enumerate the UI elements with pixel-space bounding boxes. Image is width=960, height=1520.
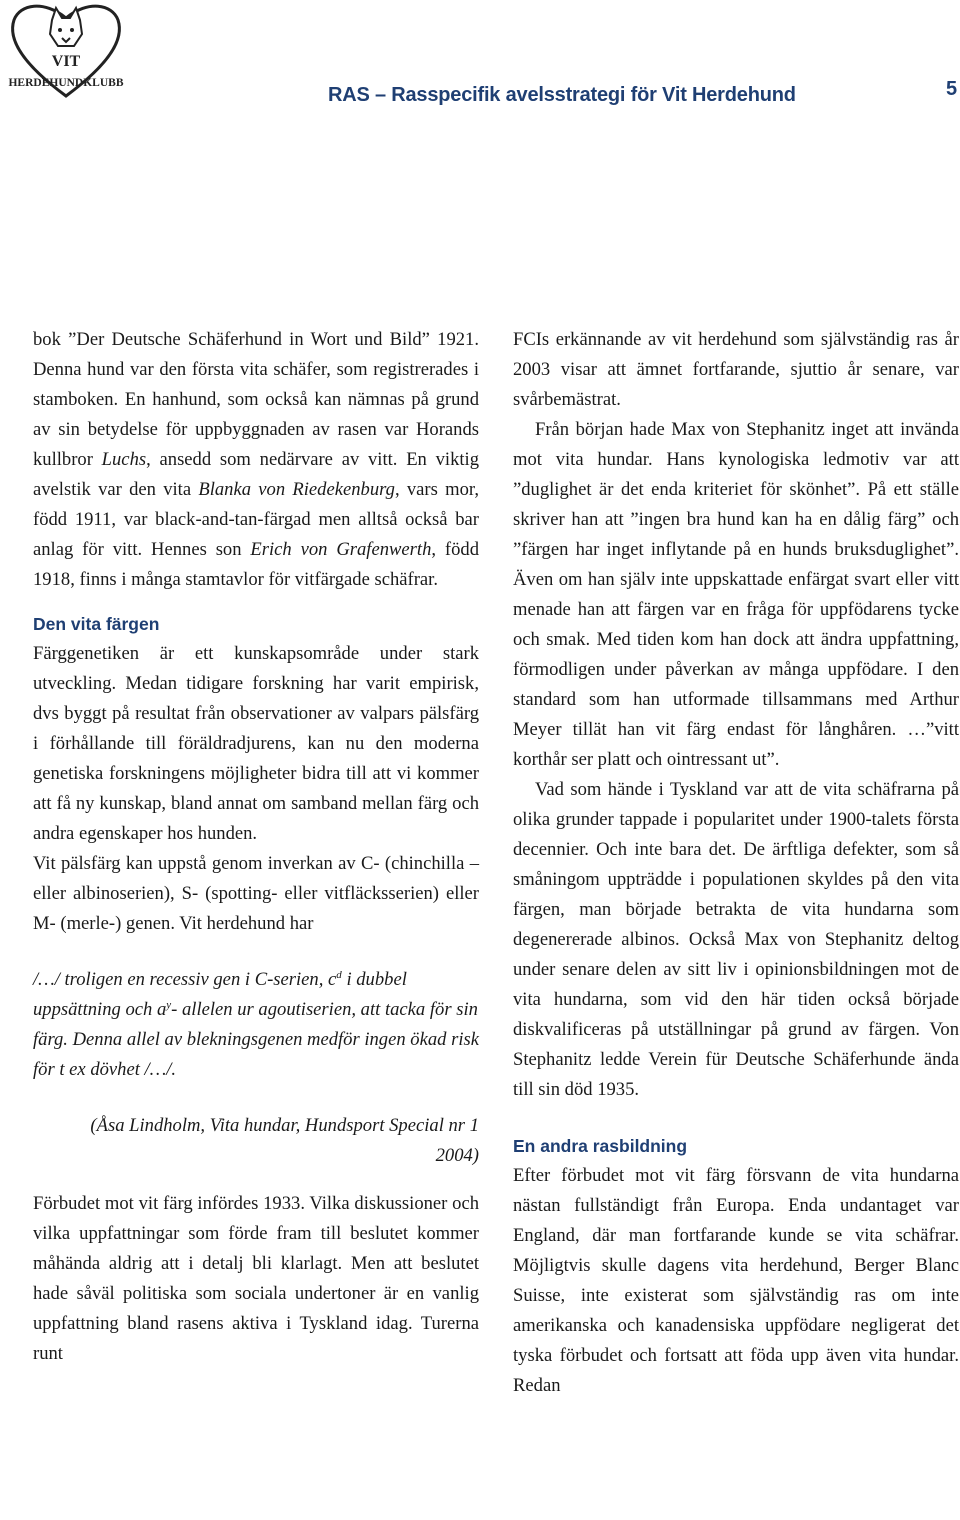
left-column [33, 325, 479, 1369]
header-title: RAS – Rasspecifik avelsstrategi för Vit Herdehund [328, 84, 796, 106]
right-column [513, 325, 959, 1401]
page-number: 5 [946, 78, 958, 100]
left-paragraph-1: bok ”Der Deutsche Schäferhund in Wort und Bild” 1921. Denna hund var den första vita schäfer, som registrerades i stamboken. En hanhund, som också kan nämnas på grund av sin betydelse för uppbyggnaden av rasen var Horands kullbror Luchs, ansedd som nedärvare av vitt. En viktig avelstik var den vita Blanka von Riedekenburg, vars mor, född 1911, var black-and-tan-färgad men alltså också bar anlag för vitt. Hennes son Erich von Grafenwerth, född 1918, finns i många stamtavlor för vitfärgade schäfrar. [33, 329, 480, 590]
section-heading-andra-rasbildning: En andra rasbildning [513, 1136, 688, 1156]
right-paragraph-4: Efter förbudet mot vit färg försvann de vita hundarna nästan fullständigt från Europa. Enda undantaget var England, där man fortfarande kunde se vita schäfrar. Möjligtvis skulle dagens vita herdehund, Berger Blanc Suisse, inte existerat som självständig ras om inte amerikanska och kanadensiska uppfödare negligerat det tyska förbudet och fortsatt att föda upp även vita hundar. Redan [513, 1165, 959, 1396]
logo-text-top: VIT [51, 53, 81, 70]
club-logo [0, 0, 132, 100]
left-paragraph-4: Förbudet mot vit färg infördes 1933. Vilka diskussioner och vilka uppfattningar som förde fram till beslutet kommer måhända aldrig att i detalj bli klarlagt. Men att beslutet hade såväl politiska som sociala undertoner är en vanlig uppfattning bland rasens aktiva i Tyskland idag. Turerna runt [33, 1193, 479, 1364]
right-paragraph-1: FCIs erkännande av vit herdehund som självständig ras år 2003 visar att ämnet fortfarande, sjuttio år senare, var svårbemästrat. [513, 329, 959, 410]
left-paragraph-3: Vit pälsfärg kan uppstå genom inverkan av C- (chinchilla – eller albinoserien), S- (spotting- eller vitfläcksserien) eller M- (merle-) genen. Vit herdehund har [33, 853, 479, 934]
section-heading-vita-fargen: Den vita färgen [33, 614, 160, 634]
right-paragraph-3: Vad som hände i Tyskland var att de vita schäfrarna på olika grunder tappade i popularitet under 1900-talets första decennier. Och inte bara det. De ärftliga defekter, som så småningom uppträdde i populationen skyldes på den vita färgen, man började betrakta de vita hundarna som degenererade albinos. Också Max von Stephanitz deltog under senare delen av sitt liv i opinionsbildningen mot de vita hundarna, som vid den här tiden också började diskvalificeras på utställningar på grund av färgen. Von Stephanitz ledde Verein für Deutsche Schäferhunde ända till sin död 1935. [513, 779, 959, 1100]
block-quote: /…/ troligen en recessiv gen i C-serien, $c^d$ i dubbel uppsättning och $a^y-$ allelen ur agoutiserien, att tacka för sin färg. Denna allel av blekningsgenen medför ingen ökad risk för t ex dövhet /…/. [33, 968, 479, 1080]
right-paragraph-2: Från början hade Max von Stephanitz inget att invända mot vita hundar. Hans kynologiska ledmotiv var att ”duglighet är det enda kriteriet för skönhet”. På ett ställe skriver han att ”ingen bra hund kan ha en dålig färg” och ”färgen har inget inflytande på en hunds bruksduglighet”. Även om han själv inte uppskattade enfärgat svart eller vitt menade han att färgen var en fråga för uppfödarens tycke och smak. Med tiden kom han dock att ändra uppfattning, förmodligen under påverkan av många uppfödare. I den standard som han utformade tillsammans med Arthur Meyer tillät han vit färg endast för långhåren. …”vitt korthår ser platt och ointressant ut”. [513, 419, 959, 770]
quote-citation: (Åsa Lindholm, Vita hundar, Hundsport Special nr 1 2004) [90, 1115, 479, 1166]
left-paragraph-2: Färggenetiken är ett kunskapsområde under stark utveckling. Medan tidigare forskning har varit empirisk, dvs byggt på resultat från observationer av valpars pälsfärg i förhållande till föräldradjurens, kan nu den moderna genetiska forskningens möjligheter bidra till att vi kommer att få ny kunskap, bland annat om samband mellan färg och andra egenskaper hos hunden. [33, 643, 479, 844]
logo-text-bottom: HERDEHUNDKLUBB [8, 77, 124, 89]
